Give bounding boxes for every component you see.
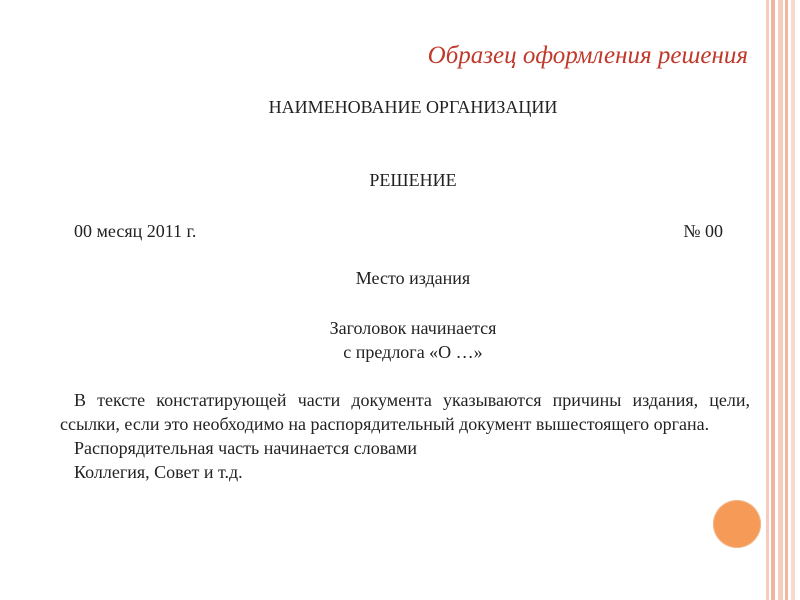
document-type: РЕШЕНИЕ <box>369 170 457 190</box>
decorative-circle-icon <box>713 500 761 548</box>
document-date: 00 месяц 2011 г. <box>74 221 197 241</box>
heading-line: Заголовок начинается <box>329 318 497 338</box>
body-line: Коллегия, Совет и т.д. <box>74 462 243 482</box>
decorative-stripe <box>785 0 788 600</box>
document-heading <box>0 316 800 364</box>
document-number: № 00 <box>683 221 723 241</box>
decorative-stripe <box>771 0 775 600</box>
slide-title: Образец оформления решения <box>427 42 748 69</box>
heading-line: с предлога «О …» <box>343 342 483 362</box>
decorative-stripe <box>766 0 769 600</box>
decorative-stripe <box>778 0 783 600</box>
organization-name: НАИМЕНОВАНИЕ ОРГАНИЗАЦИИ <box>268 97 558 117</box>
place-of-issue: Место издания <box>355 268 471 288</box>
decorative-stripe <box>791 0 795 600</box>
body-paragraph: В тексте констатирующей части документа указываются причины издания, цели, ссылки, если это необходимо на распорядительный документ вышестоящего органа. <box>60 390 750 434</box>
document-body <box>60 388 750 484</box>
body-line: Распорядительная часть начинается словами <box>74 438 418 458</box>
